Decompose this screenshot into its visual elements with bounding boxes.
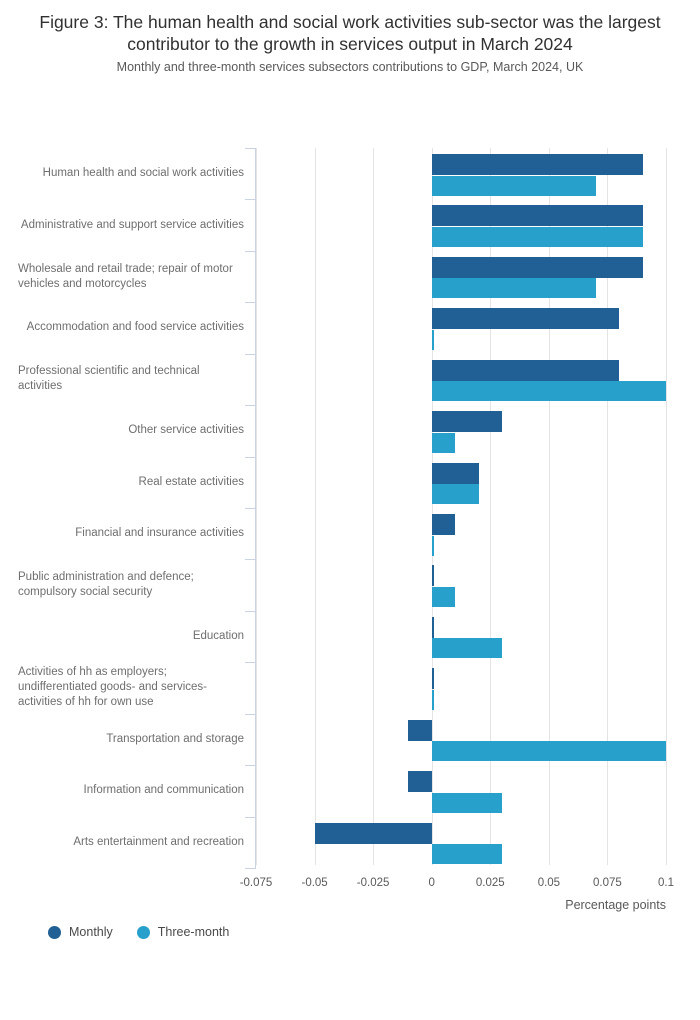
- bar-monthly[interactable]: [432, 205, 643, 226]
- category-row: [0, 714, 700, 765]
- bar-monthly[interactable]: [432, 565, 434, 586]
- x-tick-label: 0.025: [475, 877, 505, 889]
- x-tick-label: -0.075: [239, 877, 273, 889]
- category-label-text: Arts entertainment and recreation: [73, 835, 244, 848]
- chart-subtitle: Monthly and three-month services subsectors contributions to GDP, March 2024, UK: [116, 60, 584, 74]
- category-label: [18, 714, 244, 765]
- category-label: [18, 765, 244, 816]
- category-row: [0, 559, 700, 610]
- x-tick-label: 0.075: [593, 877, 622, 889]
- category-row: [0, 457, 700, 508]
- bar-monthly[interactable]: [432, 360, 619, 381]
- bar-three-month[interactable]: [432, 176, 596, 196]
- bar-monthly[interactable]: [432, 668, 434, 689]
- category-label: [18, 199, 244, 250]
- category-label-text: Accommodation and food service activities: [26, 321, 244, 334]
- x-tick-label: -0.025: [356, 877, 390, 889]
- category-row: [0, 662, 700, 713]
- bar-monthly[interactable]: [432, 308, 619, 329]
- category-label: [18, 559, 244, 610]
- bar-monthly[interactable]: [408, 720, 431, 741]
- category-label: [18, 405, 244, 456]
- category-label-text: Financial and insurance activities: [75, 527, 244, 540]
- chart-title: Figure 3: The human health and social work activities sub-sector was the largest contributor to the growth in services output in March 2024: [39, 12, 661, 54]
- bar-monthly[interactable]: [432, 257, 643, 278]
- category-label-text: Human health and social work activities: [42, 167, 244, 180]
- bar-three-month[interactable]: [432, 227, 643, 247]
- bar-three-month[interactable]: [432, 381, 666, 401]
- legend-dot-icon: [137, 926, 150, 939]
- category-row: [0, 817, 700, 868]
- category-label: [18, 611, 244, 662]
- category-row: [0, 508, 700, 559]
- bar-three-month[interactable]: [432, 484, 479, 504]
- bar-three-month[interactable]: [432, 793, 502, 813]
- category-label-text: Wholesale and retail trade; repair of motor vehicles and motorcycles: [18, 262, 233, 290]
- category-label-text: Public administration and defence; compulsory social security: [18, 571, 194, 599]
- bar-monthly[interactable]: [432, 411, 502, 432]
- x-tick-label: 0.05: [537, 877, 561, 889]
- bar-monthly[interactable]: [432, 514, 455, 535]
- category-label: [18, 817, 244, 868]
- category-label-text: Information and communication: [83, 784, 244, 797]
- bar-three-month[interactable]: [432, 587, 455, 607]
- category-row: [0, 611, 700, 662]
- category-label: [18, 457, 244, 508]
- category-label: [18, 354, 244, 405]
- bar-three-month[interactable]: [432, 690, 434, 710]
- legend-label: Monthly: [69, 925, 113, 939]
- bar-three-month[interactable]: [432, 844, 502, 864]
- x-tick-label: -0.05: [301, 877, 328, 889]
- legend-item-three-month[interactable]: [137, 925, 230, 939]
- x-tick-label: 0: [428, 877, 435, 889]
- category-row: [0, 302, 700, 353]
- category-label-text: Administrative and support service activities: [20, 218, 244, 231]
- category-row: [0, 148, 700, 199]
- category-label: [18, 148, 244, 199]
- x-axis-title: Percentage points: [565, 898, 666, 912]
- bar-monthly[interactable]: [408, 771, 431, 792]
- category-row: [0, 765, 700, 816]
- bar-monthly[interactable]: [432, 617, 434, 638]
- category-label: [18, 302, 244, 353]
- category-label-text: Professional scientific and technical activities: [18, 365, 200, 393]
- category-label-text: Education: [192, 630, 244, 643]
- legend-dot-icon: [48, 926, 61, 939]
- category-label: [18, 251, 244, 302]
- bar-three-month[interactable]: [432, 536, 434, 556]
- legend-label: Three-month: [157, 925, 230, 939]
- bar-monthly[interactable]: [432, 463, 479, 484]
- x-tick-label: 0.1: [658, 877, 674, 889]
- legend: [48, 925, 229, 939]
- category-label-text: Real estate activities: [138, 475, 244, 488]
- category-label: [18, 508, 244, 559]
- y-axis-tick: [245, 868, 256, 869]
- category-row: [0, 354, 700, 405]
- bar-monthly[interactable]: [432, 154, 643, 175]
- category-label-text: Other service activities: [128, 424, 244, 437]
- category-row: [0, 199, 700, 250]
- category-row: [0, 251, 700, 302]
- category-label-text: Transportation and storage: [106, 732, 244, 745]
- bar-three-month[interactable]: [432, 330, 434, 350]
- bar-three-month[interactable]: [432, 433, 455, 453]
- bar-three-month[interactable]: [432, 638, 502, 658]
- bar-monthly[interactable]: [315, 823, 432, 844]
- legend-item-monthly[interactable]: [48, 925, 113, 939]
- bar-three-month[interactable]: [432, 278, 596, 298]
- category-row: [0, 405, 700, 456]
- category-label: [18, 662, 244, 713]
- category-label-text: Activities of hh as employers; undifferentiated goods- and services- activities of hh for own use: [18, 666, 208, 709]
- bar-three-month[interactable]: [432, 741, 666, 761]
